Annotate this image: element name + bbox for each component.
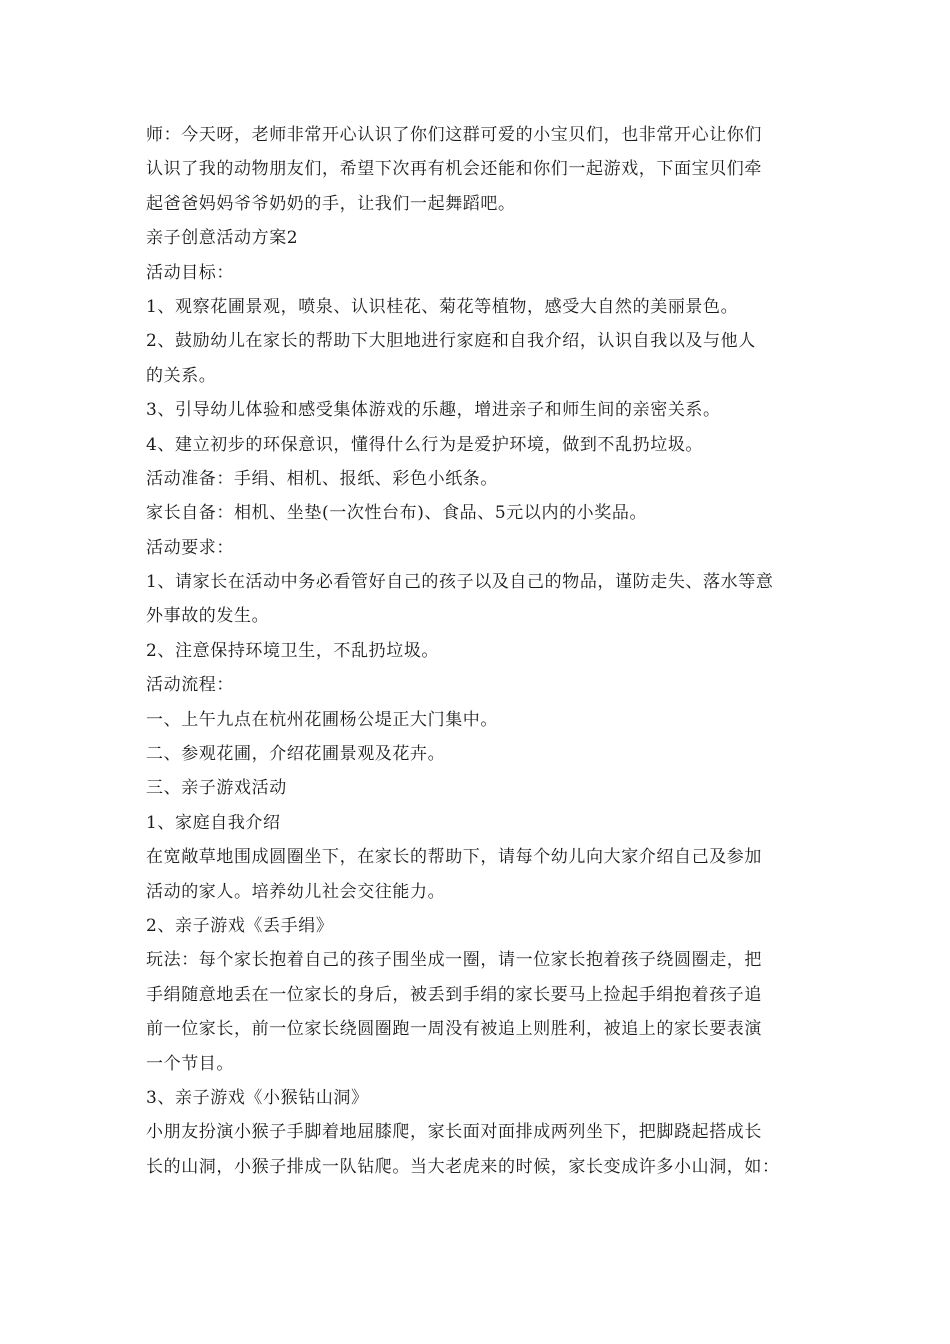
text-line: 3、亲子游戏《小猴钻山洞》 xyxy=(146,1087,369,1108)
text-line: 手绢随意地丢在一位家长的身后，被丢到手绢的家长要马上捡起手绢抱着孩子追 xyxy=(146,984,762,1005)
text-line: 的关系。 xyxy=(146,365,217,386)
text-line: 活动的家人。培养幼儿社会交往能力。 xyxy=(146,881,446,902)
text-line: 前一位家长，前一位家长绕圆圈跑一周没有被追上则胜利，被追上的家长要表演 xyxy=(146,1019,762,1040)
text-line: 2、亲子游戏《丢手绢》 xyxy=(146,915,334,936)
text-line: 1、观察花圃景观，喷泉、认识桂花、菊花等植物，感受大自然的美丽景色。 xyxy=(146,296,739,317)
text-line: 认识了我的动物朋友们，希望下次再有机会还能和你们一起游戏，下面宝贝们牵 xyxy=(146,159,762,180)
text-line: 一、上午九点在杭州花圃杨公堤正大门集中。 xyxy=(146,709,498,730)
text-line: 1、请家长在活动中务必看管好自己的孩子以及自己的物品，谨防走失、落水等意 xyxy=(146,572,774,593)
section-heading: 活动要求： xyxy=(146,537,234,558)
text-line: 玩法：每个家长抱着自己的孩子围坐成一圈，请一位家长抱着孩子绕圆圈走，把 xyxy=(146,950,762,971)
text-line: 在宽敞草地围成圆圈坐下，在家长的帮助下，请每个幼儿向大家介绍自己及参加 xyxy=(146,847,762,868)
text-line: 小朋友扮演小猴子手脚着地屈膝爬，家长面对面排成两列坐下，把脚跷起搭成长 xyxy=(146,1122,762,1143)
text-line: 二、参观花圃，介绍花圃景观及花卉。 xyxy=(146,744,446,765)
text-line: 1、家庭自我介绍 xyxy=(146,812,281,833)
text-line: 4、建立初步的环保意识，懂得什么行为是爱护环境，做到不乱扔垃圾。 xyxy=(146,434,704,455)
text-line: 2、鼓励幼儿在家长的帮助下大胆地进行家庭和自我介绍，认识自我以及与他人 xyxy=(146,331,756,352)
text-line: 一个节目。 xyxy=(146,1053,234,1074)
text-line: 2、注意保持环境卫生，不乱扔垃圾。 xyxy=(146,640,440,661)
text-line: 外事故的发生。 xyxy=(146,606,270,627)
section-heading: 活动流程： xyxy=(146,675,234,696)
text-line: 长的山洞，小猴子排成一队钻爬。当大老虎来的时候，家长变成许多小山洞，如： xyxy=(146,1156,780,1177)
text-line: 师：今天呀，老师非常开心认识了你们这群可爱的小宝贝们，也非常开心让你们 xyxy=(146,125,762,145)
document-body xyxy=(146,118,812,1184)
text-line: 3、引导幼儿体验和感受集体游戏的乐趣，增进亲子和师生间的亲密关系。 xyxy=(146,400,721,421)
text-line: 家长自备：相机、坐垫(一次性台布)、食品、5元以内的小奖品。 xyxy=(146,503,648,524)
section-heading: 活动目标： xyxy=(146,262,234,283)
text-line: 活动准备：手绢、相机、报纸、彩色小纸条。 xyxy=(146,468,498,489)
text-line: 起爸爸妈妈爷爷奶奶的手，让我们一起舞蹈吧。 xyxy=(146,193,516,214)
text-line: 三、亲子游戏活动 xyxy=(146,778,287,799)
section-title: 亲子创意活动方案2 xyxy=(146,228,299,249)
